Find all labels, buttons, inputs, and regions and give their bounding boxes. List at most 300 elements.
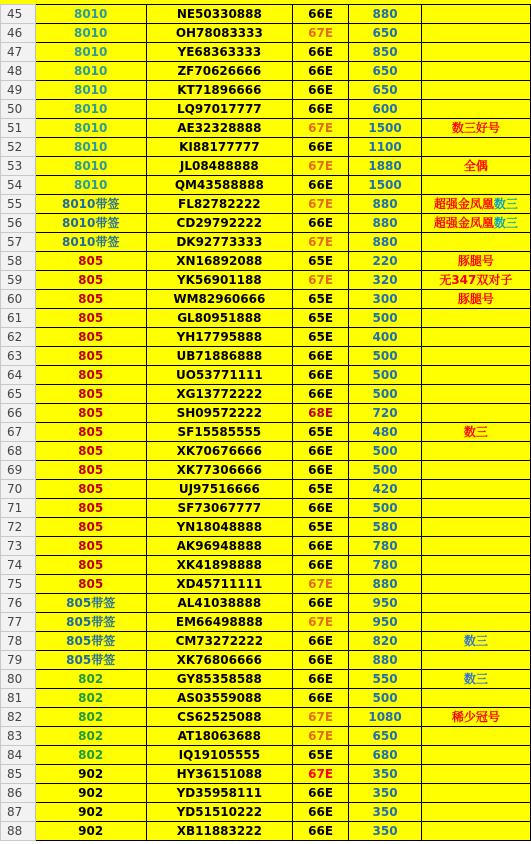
price-cell[interactable]: 650 — [349, 81, 421, 100]
note-cell[interactable] — [421, 594, 530, 613]
table-row[interactable] — [1, 746, 531, 765]
code-cell[interactable]: 66E — [292, 214, 348, 233]
row-number[interactable]: 57 — [1, 233, 36, 252]
table-row[interactable] — [1, 366, 531, 385]
note-cell[interactable] — [421, 100, 530, 119]
prefix-cell[interactable]: 8010 — [35, 100, 146, 119]
table-row[interactable] — [1, 5, 531, 24]
row-number[interactable]: 66 — [1, 404, 36, 423]
row-number[interactable]: 52 — [1, 138, 36, 157]
table-row[interactable] — [1, 499, 531, 518]
row-number[interactable]: 70 — [1, 480, 36, 499]
row-number[interactable]: 73 — [1, 537, 36, 556]
code-cell[interactable]: 66E — [292, 499, 348, 518]
note-cell[interactable] — [421, 670, 530, 689]
code-cell[interactable]: 66E — [292, 81, 348, 100]
row-number[interactable]: 81 — [1, 689, 36, 708]
price-cell[interactable]: 850 — [349, 43, 421, 62]
code-cell[interactable]: 67E — [292, 157, 348, 176]
table-row[interactable] — [1, 613, 531, 632]
row-number[interactable]: 71 — [1, 499, 36, 518]
plate-cell[interactable]: UB71886888 — [146, 347, 292, 366]
plate-cell[interactable]: XG13772222 — [146, 385, 292, 404]
table-row[interactable] — [1, 138, 531, 157]
row-number[interactable]: 49 — [1, 81, 36, 100]
code-cell[interactable]: 66E — [292, 442, 348, 461]
plate-cell[interactable]: OH78083333 — [146, 24, 292, 43]
table-row[interactable] — [1, 651, 531, 670]
row-number[interactable]: 48 — [1, 62, 36, 81]
code-cell[interactable]: 66E — [292, 385, 348, 404]
plate-cell[interactable]: WM82960666 — [146, 290, 292, 309]
prefix-cell[interactable]: 805 — [35, 537, 146, 556]
prefix-cell[interactable]: 902 — [35, 822, 146, 841]
table-row[interactable] — [1, 480, 531, 499]
prefix-cell[interactable]: 805 — [35, 499, 146, 518]
price-cell[interactable]: 550 — [349, 670, 421, 689]
plate-cell[interactable]: QM43588888 — [146, 176, 292, 195]
table-row[interactable] — [1, 214, 531, 233]
code-cell[interactable]: 65E — [292, 480, 348, 499]
prefix-cell[interactable]: 805 — [35, 461, 146, 480]
code-cell[interactable]: 67E — [292, 195, 348, 214]
plate-cell[interactable]: GL80951888 — [146, 309, 292, 328]
row-number[interactable]: 62 — [1, 328, 36, 347]
row-number[interactable]: 55 — [1, 195, 36, 214]
note-cell[interactable] — [421, 442, 530, 461]
row-number[interactable]: 47 — [1, 43, 36, 62]
table-row[interactable] — [1, 195, 531, 214]
plate-cell[interactable]: SH09572222 — [146, 404, 292, 423]
prefix-cell[interactable]: 8010 — [35, 138, 146, 157]
row-number[interactable]: 84 — [1, 746, 36, 765]
note-cell[interactable] — [421, 43, 530, 62]
prefix-cell[interactable]: 805带签 — [35, 651, 146, 670]
table-row[interactable] — [1, 556, 531, 575]
table-row[interactable] — [1, 708, 531, 727]
note-cell[interactable] — [421, 138, 530, 157]
table-row[interactable] — [1, 385, 531, 404]
price-cell[interactable]: 500 — [349, 442, 421, 461]
row-number[interactable]: 86 — [1, 784, 36, 803]
note-cell[interactable] — [421, 822, 530, 841]
code-cell[interactable]: 67E — [292, 271, 348, 290]
price-cell[interactable]: 820 — [349, 632, 421, 651]
table-row[interactable] — [1, 784, 531, 803]
price-cell[interactable]: 880 — [349, 651, 421, 670]
price-cell[interactable]: 350 — [349, 803, 421, 822]
prefix-cell[interactable]: 802 — [35, 689, 146, 708]
prefix-cell[interactable]: 805 — [35, 347, 146, 366]
row-number[interactable]: 67 — [1, 423, 36, 442]
code-cell[interactable]: 66E — [292, 632, 348, 651]
note-cell[interactable] — [421, 176, 530, 195]
plate-cell[interactable]: KT71896666 — [146, 81, 292, 100]
table-row[interactable] — [1, 765, 531, 784]
table-row[interactable] — [1, 689, 531, 708]
plate-cell[interactable]: XB11883222 — [146, 822, 292, 841]
note-cell[interactable] — [421, 556, 530, 575]
price-cell[interactable]: 650 — [349, 62, 421, 81]
table-row[interactable] — [1, 518, 531, 537]
table-row[interactable] — [1, 442, 531, 461]
note-cell[interactable] — [421, 328, 530, 347]
row-number[interactable]: 59 — [1, 271, 36, 290]
code-cell[interactable]: 65E — [292, 518, 348, 537]
row-number[interactable]: 69 — [1, 461, 36, 480]
row-number[interactable]: 45 — [1, 5, 36, 24]
note-cell[interactable] — [421, 214, 530, 233]
table-row[interactable] — [1, 328, 531, 347]
code-cell[interactable]: 68E — [292, 404, 348, 423]
price-cell[interactable]: 500 — [349, 366, 421, 385]
prefix-cell[interactable]: 805 — [35, 442, 146, 461]
price-cell[interactable]: 400 — [349, 328, 421, 347]
row-number[interactable]: 53 — [1, 157, 36, 176]
price-cell[interactable]: 780 — [349, 556, 421, 575]
table-row[interactable] — [1, 632, 531, 651]
price-cell[interactable]: 880 — [349, 214, 421, 233]
price-cell[interactable]: 220 — [349, 252, 421, 271]
prefix-cell[interactable]: 802 — [35, 746, 146, 765]
table-row[interactable] — [1, 727, 531, 746]
prefix-cell[interactable]: 805 — [35, 366, 146, 385]
code-cell[interactable]: 65E — [292, 309, 348, 328]
plate-cell[interactable]: SF73067777 — [146, 499, 292, 518]
prefix-cell[interactable]: 805带签 — [35, 594, 146, 613]
price-cell[interactable]: 1080 — [349, 708, 421, 727]
code-cell[interactable]: 65E — [292, 746, 348, 765]
code-cell[interactable]: 66E — [292, 670, 348, 689]
price-cell[interactable]: 480 — [349, 423, 421, 442]
plate-cell[interactable]: YD51510222 — [146, 803, 292, 822]
note-cell[interactable] — [421, 613, 530, 632]
code-cell[interactable]: 66E — [292, 651, 348, 670]
plate-cell[interactable]: YK56901188 — [146, 271, 292, 290]
prefix-cell[interactable]: 8010带签 — [35, 214, 146, 233]
code-cell[interactable]: 66E — [292, 138, 348, 157]
price-cell[interactable]: 650 — [349, 24, 421, 43]
note-cell[interactable] — [421, 518, 530, 537]
table-row[interactable] — [1, 24, 531, 43]
code-cell[interactable]: 67E — [292, 708, 348, 727]
row-number[interactable]: 56 — [1, 214, 36, 233]
plate-cell[interactable]: XN16892088 — [146, 252, 292, 271]
row-number[interactable]: 60 — [1, 290, 36, 309]
code-cell[interactable]: 67E — [292, 24, 348, 43]
table-row[interactable] — [1, 62, 531, 81]
row-number[interactable]: 77 — [1, 613, 36, 632]
prefix-cell[interactable]: 805 — [35, 290, 146, 309]
prefix-cell[interactable]: 805 — [35, 385, 146, 404]
price-cell[interactable]: 320 — [349, 271, 421, 290]
row-number[interactable]: 80 — [1, 670, 36, 689]
row-number[interactable]: 64 — [1, 366, 36, 385]
price-cell[interactable]: 720 — [349, 404, 421, 423]
row-number[interactable]: 75 — [1, 575, 36, 594]
note-cell[interactable] — [421, 423, 530, 442]
row-number[interactable]: 85 — [1, 765, 36, 784]
row-number[interactable]: 74 — [1, 556, 36, 575]
prefix-cell[interactable]: 802 — [35, 727, 146, 746]
row-number[interactable]: 51 — [1, 119, 36, 138]
price-cell[interactable]: 650 — [349, 727, 421, 746]
price-cell[interactable]: 1500 — [349, 119, 421, 138]
plate-cell[interactable]: AT18063688 — [146, 727, 292, 746]
note-cell[interactable] — [421, 366, 530, 385]
table-row[interactable] — [1, 575, 531, 594]
code-cell[interactable]: 66E — [292, 803, 348, 822]
table-row[interactable] — [1, 670, 531, 689]
price-cell[interactable]: 950 — [349, 594, 421, 613]
plate-cell[interactable]: YN18048888 — [146, 518, 292, 537]
note-cell[interactable] — [421, 271, 530, 290]
code-cell[interactable]: 65E — [292, 423, 348, 442]
row-number[interactable]: 82 — [1, 708, 36, 727]
price-cell[interactable]: 680 — [349, 746, 421, 765]
prefix-cell[interactable]: 8010 — [35, 176, 146, 195]
price-cell[interactable]: 880 — [349, 233, 421, 252]
table-row[interactable] — [1, 252, 531, 271]
price-cell[interactable]: 300 — [349, 290, 421, 309]
note-cell[interactable] — [421, 537, 530, 556]
code-cell[interactable]: 67E — [292, 765, 348, 784]
code-cell[interactable]: 66E — [292, 822, 348, 841]
prefix-cell[interactable]: 802 — [35, 670, 146, 689]
table-row[interactable] — [1, 404, 531, 423]
table-row[interactable] — [1, 157, 531, 176]
plate-cell[interactable]: CS62525088 — [146, 708, 292, 727]
note-cell[interactable] — [421, 347, 530, 366]
code-cell[interactable]: 67E — [292, 233, 348, 252]
price-cell[interactable]: 500 — [349, 461, 421, 480]
note-cell[interactable] — [421, 689, 530, 708]
price-cell[interactable]: 880 — [349, 195, 421, 214]
prefix-cell[interactable]: 805带签 — [35, 613, 146, 632]
prefix-cell[interactable]: 8010 — [35, 81, 146, 100]
plate-cell[interactable]: GY85358588 — [146, 670, 292, 689]
price-cell[interactable]: 500 — [349, 499, 421, 518]
code-cell[interactable]: 65E — [292, 328, 348, 347]
row-number[interactable]: 50 — [1, 100, 36, 119]
prefix-cell[interactable]: 8010带签 — [35, 195, 146, 214]
plate-cell[interactable]: NE50330888 — [146, 5, 292, 24]
prefix-cell[interactable]: 8010 — [35, 62, 146, 81]
code-cell[interactable]: 66E — [292, 347, 348, 366]
row-number[interactable]: 61 — [1, 309, 36, 328]
code-cell[interactable]: 67E — [292, 613, 348, 632]
price-cell[interactable]: 880 — [349, 575, 421, 594]
prefix-cell[interactable]: 902 — [35, 803, 146, 822]
row-number[interactable]: 87 — [1, 803, 36, 822]
price-cell[interactable]: 1880 — [349, 157, 421, 176]
row-number[interactable]: 76 — [1, 594, 36, 613]
plate-cell[interactable]: AL41038888 — [146, 594, 292, 613]
plate-cell[interactable]: YH17795888 — [146, 328, 292, 347]
plate-cell[interactable]: FL82782222 — [146, 195, 292, 214]
note-cell[interactable] — [421, 746, 530, 765]
plate-cell[interactable]: CM73272222 — [146, 632, 292, 651]
note-cell[interactable] — [421, 461, 530, 480]
table-row[interactable] — [1, 100, 531, 119]
code-cell[interactable]: 66E — [292, 5, 348, 24]
code-cell[interactable]: 66E — [292, 366, 348, 385]
price-cell[interactable]: 600 — [349, 100, 421, 119]
price-cell[interactable]: 500 — [349, 689, 421, 708]
code-cell[interactable]: 66E — [292, 689, 348, 708]
note-cell[interactable] — [421, 575, 530, 594]
note-cell[interactable] — [421, 385, 530, 404]
plate-cell[interactable]: AK96948888 — [146, 537, 292, 556]
note-cell[interactable] — [421, 290, 530, 309]
note-cell[interactable] — [421, 157, 530, 176]
price-cell[interactable]: 500 — [349, 309, 421, 328]
table-row[interactable] — [1, 43, 531, 62]
row-number[interactable]: 83 — [1, 727, 36, 746]
table-row[interactable] — [1, 309, 531, 328]
prefix-cell[interactable]: 805 — [35, 404, 146, 423]
row-number[interactable]: 58 — [1, 252, 36, 271]
note-cell[interactable] — [421, 803, 530, 822]
plate-cell[interactable]: JL08488888 — [146, 157, 292, 176]
note-cell[interactable] — [421, 765, 530, 784]
row-number[interactable]: 78 — [1, 632, 36, 651]
price-cell[interactable]: 420 — [349, 480, 421, 499]
prefix-cell[interactable]: 805 — [35, 423, 146, 442]
table-row[interactable] — [1, 176, 531, 195]
plate-cell[interactable]: UJ97516666 — [146, 480, 292, 499]
note-cell[interactable] — [421, 404, 530, 423]
table-row[interactable] — [1, 290, 531, 309]
prefix-cell[interactable]: 902 — [35, 765, 146, 784]
plate-cell[interactable]: XD45711111 — [146, 575, 292, 594]
note-cell[interactable] — [421, 480, 530, 499]
plate-cell[interactable]: UO53771111 — [146, 366, 292, 385]
table-row[interactable] — [1, 803, 531, 822]
prefix-cell[interactable]: 805 — [35, 480, 146, 499]
price-cell[interactable]: 780 — [349, 537, 421, 556]
note-cell[interactable] — [421, 632, 530, 651]
table-row[interactable] — [1, 347, 531, 366]
note-cell[interactable] — [421, 651, 530, 670]
prefix-cell[interactable]: 8010带签 — [35, 233, 146, 252]
note-cell[interactable] — [421, 195, 530, 214]
prefix-cell[interactable]: 8010 — [35, 119, 146, 138]
row-number[interactable]: 54 — [1, 176, 36, 195]
prefix-cell[interactable]: 805 — [35, 556, 146, 575]
row-number[interactable]: 46 — [1, 24, 36, 43]
prefix-cell[interactable]: 8010 — [35, 43, 146, 62]
plate-cell[interactable]: AE32328888 — [146, 119, 292, 138]
table-row[interactable] — [1, 233, 531, 252]
table-row[interactable] — [1, 81, 531, 100]
price-cell[interactable]: 500 — [349, 347, 421, 366]
table-row[interactable] — [1, 822, 531, 841]
table-row[interactable] — [1, 537, 531, 556]
note-cell[interactable] — [421, 233, 530, 252]
plate-cell[interactable]: YD35958111 — [146, 784, 292, 803]
note-cell[interactable] — [421, 499, 530, 518]
note-cell[interactable] — [421, 252, 530, 271]
plate-cell[interactable]: LQ97017777 — [146, 100, 292, 119]
price-cell[interactable]: 880 — [349, 5, 421, 24]
table-row[interactable] — [1, 423, 531, 442]
note-cell[interactable] — [421, 784, 530, 803]
plate-cell[interactable]: CD29792222 — [146, 214, 292, 233]
code-cell[interactable]: 67E — [292, 119, 348, 138]
price-cell[interactable]: 950 — [349, 613, 421, 632]
code-cell[interactable]: 66E — [292, 62, 348, 81]
plate-cell[interactable]: XK70676666 — [146, 442, 292, 461]
plate-cell[interactable]: HY36151088 — [146, 765, 292, 784]
plate-cell[interactable]: AS03559088 — [146, 689, 292, 708]
row-number[interactable]: 79 — [1, 651, 36, 670]
code-cell[interactable]: 66E — [292, 537, 348, 556]
plate-cell[interactable]: KI88177777 — [146, 138, 292, 157]
price-cell[interactable]: 1100 — [349, 138, 421, 157]
price-cell[interactable]: 1500 — [349, 176, 421, 195]
plate-cell[interactable]: XK77306666 — [146, 461, 292, 480]
prefix-cell[interactable]: 805带签 — [35, 632, 146, 651]
row-number[interactable]: 68 — [1, 442, 36, 461]
code-cell[interactable]: 66E — [292, 461, 348, 480]
row-number[interactable]: 72 — [1, 518, 36, 537]
code-cell[interactable]: 67E — [292, 575, 348, 594]
plate-cell[interactable]: YE68363333 — [146, 43, 292, 62]
plate-cell[interactable]: XK76806666 — [146, 651, 292, 670]
note-cell[interactable] — [421, 81, 530, 100]
price-cell[interactable]: 350 — [349, 765, 421, 784]
prefix-cell[interactable]: 805 — [35, 518, 146, 537]
prefix-cell[interactable]: 805 — [35, 252, 146, 271]
prefix-cell[interactable]: 805 — [35, 271, 146, 290]
plate-cell[interactable]: EM66498888 — [146, 613, 292, 632]
note-cell[interactable] — [421, 24, 530, 43]
plate-cell[interactable]: IQ19105555 — [146, 746, 292, 765]
prefix-cell[interactable]: 902 — [35, 784, 146, 803]
code-cell[interactable]: 66E — [292, 784, 348, 803]
table-row[interactable] — [1, 119, 531, 138]
table-row[interactable] — [1, 594, 531, 613]
prefix-cell[interactable]: 802 — [35, 708, 146, 727]
price-cell[interactable]: 350 — [349, 822, 421, 841]
code-cell[interactable]: 66E — [292, 556, 348, 575]
note-cell[interactable] — [421, 309, 530, 328]
plate-cell[interactable]: XK41898888 — [146, 556, 292, 575]
prefix-cell[interactable]: 805 — [35, 328, 146, 347]
table-row[interactable] — [1, 271, 531, 290]
prefix-cell[interactable]: 8010 — [35, 24, 146, 43]
prefix-cell[interactable]: 805 — [35, 575, 146, 594]
note-cell[interactable] — [421, 727, 530, 746]
prefix-cell[interactable]: 805 — [35, 309, 146, 328]
price-cell[interactable]: 500 — [349, 385, 421, 404]
prefix-cell[interactable]: 8010 — [35, 157, 146, 176]
table-row[interactable] — [1, 461, 531, 480]
price-cell[interactable]: 350 — [349, 784, 421, 803]
code-cell[interactable]: 66E — [292, 43, 348, 62]
code-cell[interactable]: 65E — [292, 290, 348, 309]
code-cell[interactable]: 66E — [292, 176, 348, 195]
row-number[interactable]: 65 — [1, 385, 36, 404]
row-number[interactable]: 63 — [1, 347, 36, 366]
code-cell[interactable]: 65E — [292, 252, 348, 271]
prefix-cell[interactable]: 8010 — [35, 5, 146, 24]
note-cell[interactable] — [421, 62, 530, 81]
row-number[interactable]: 88 — [1, 822, 36, 841]
code-cell[interactable]: 67E — [292, 727, 348, 746]
note-cell[interactable] — [421, 5, 530, 24]
